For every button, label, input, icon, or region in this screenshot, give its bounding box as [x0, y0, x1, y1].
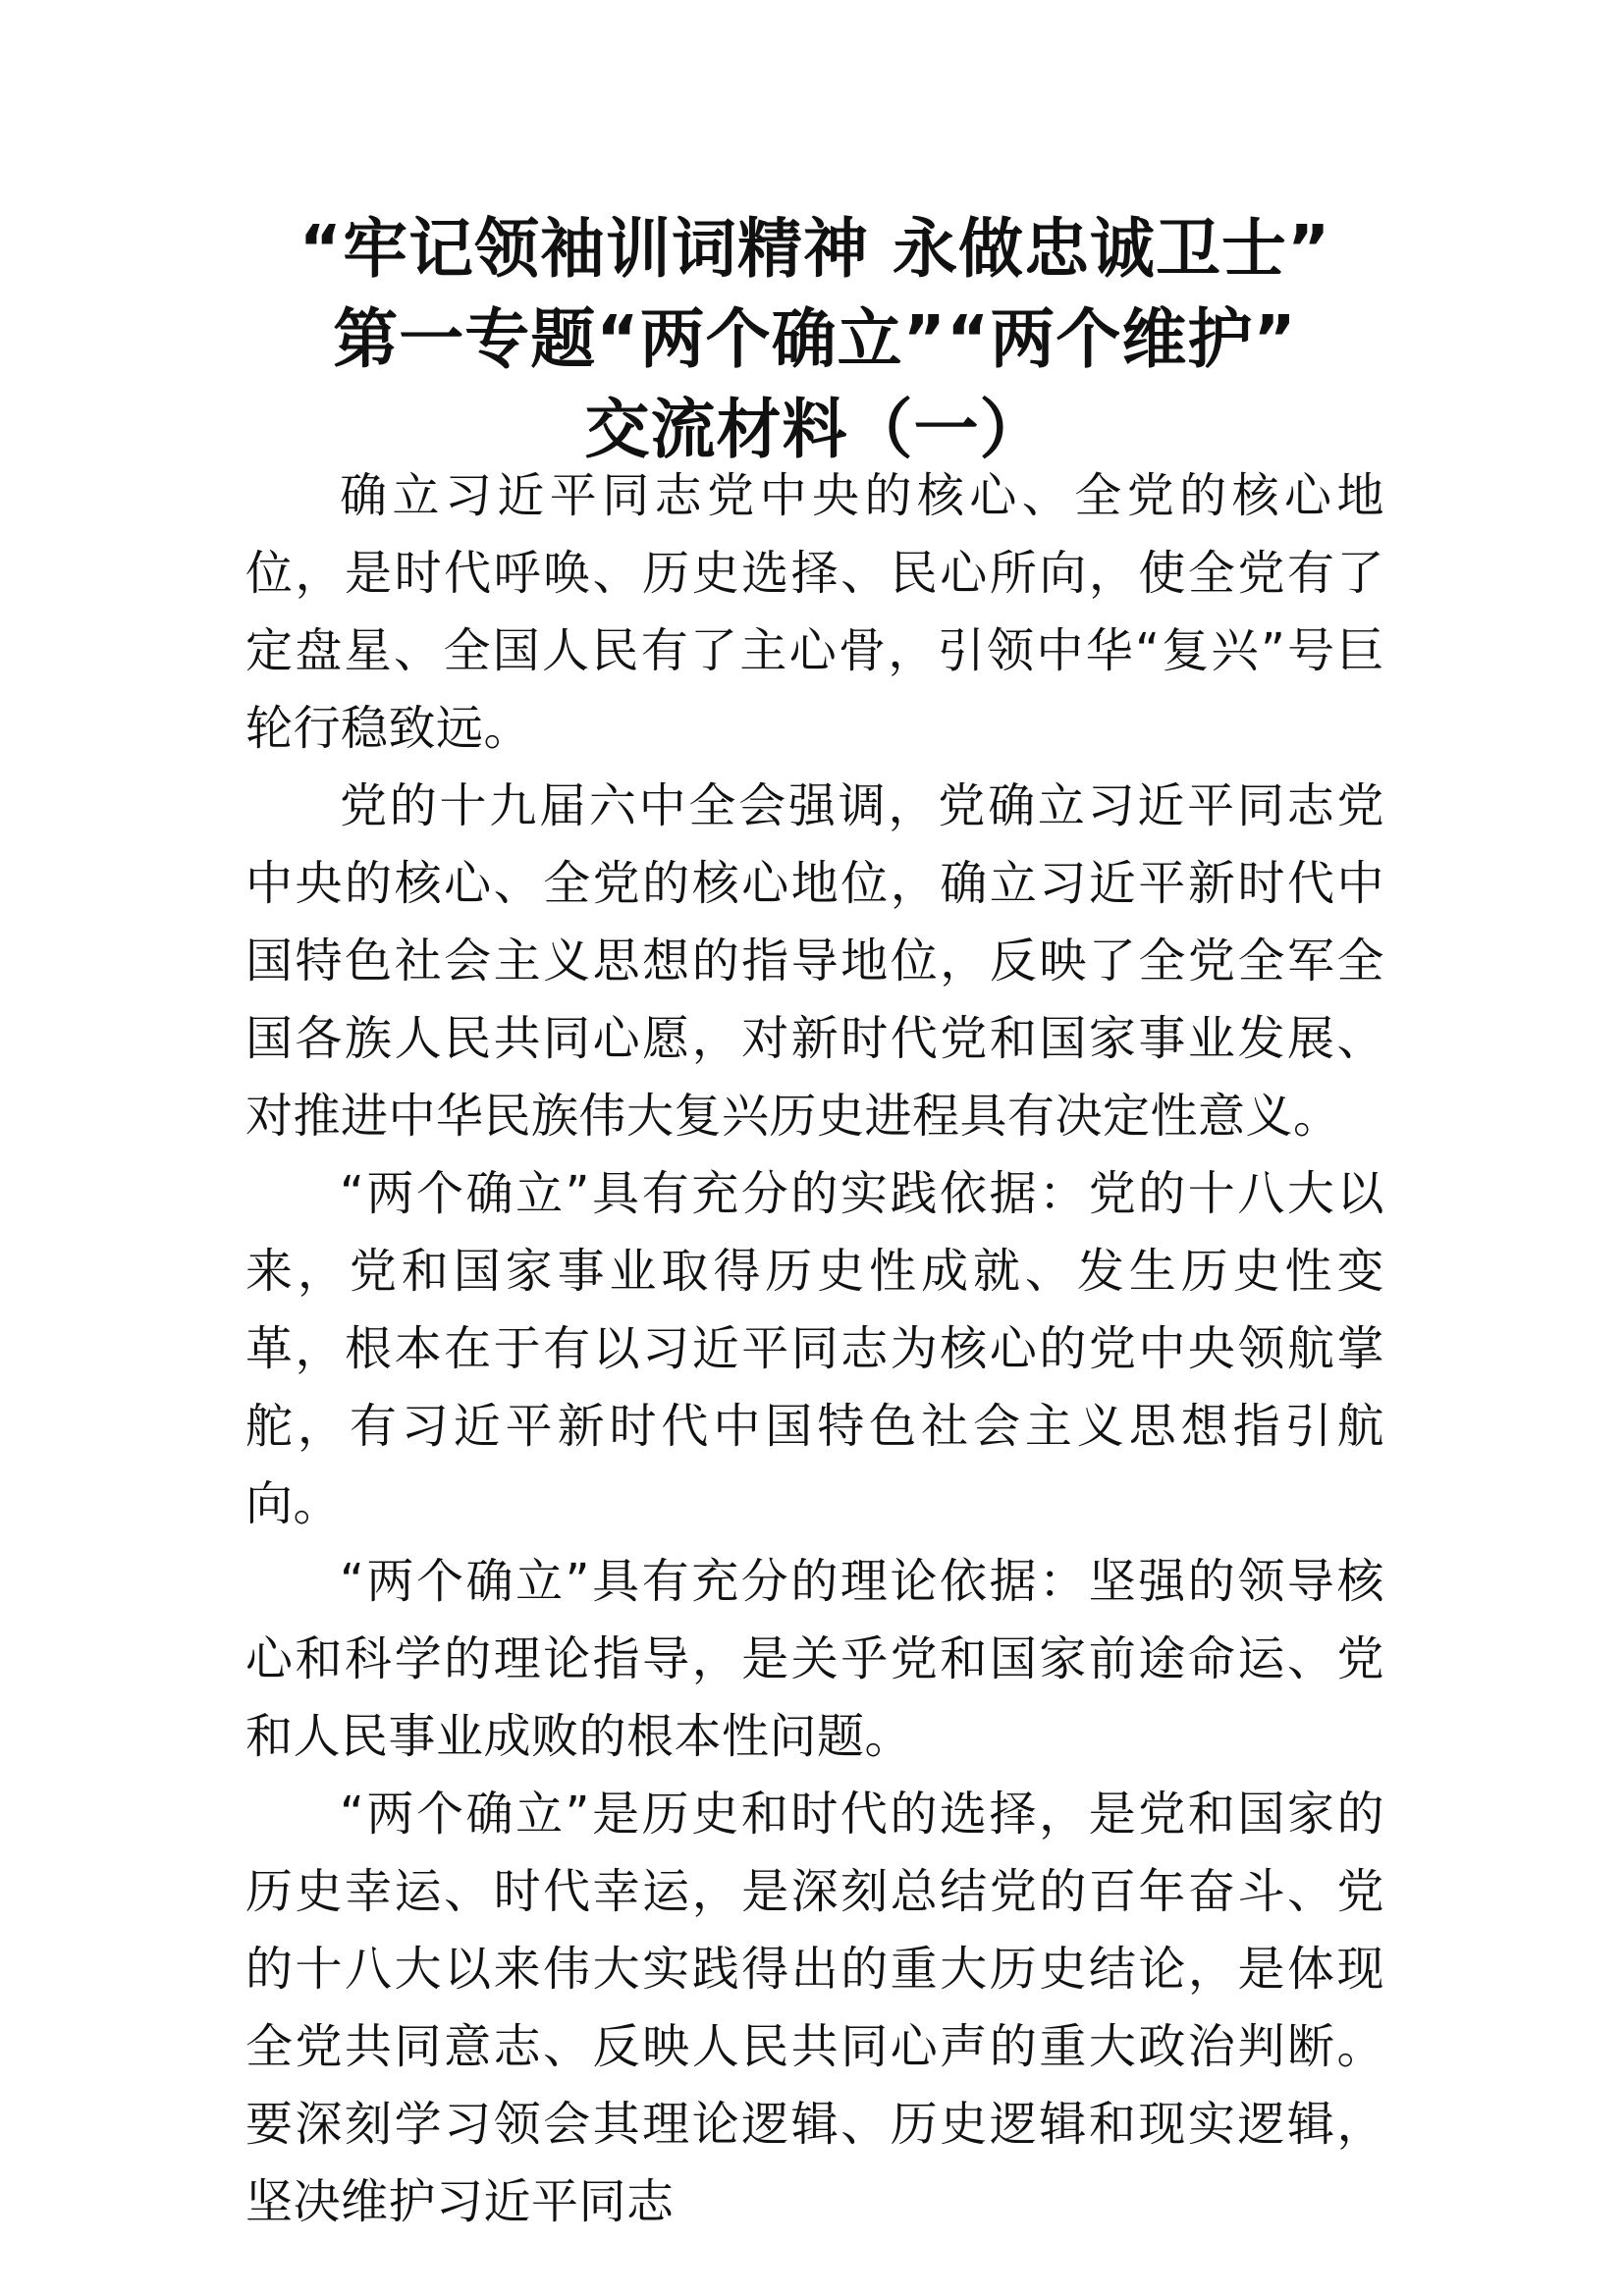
- title-line-2: 第一专题“两个确立”“两个维护”: [333, 301, 1297, 377]
- paragraph-3: “两个确立”具有充分的实践依据：党的十八大以来，党和国家事业取得历史性成就、发生历史性变革，根本在于有以习近平同志为核心的党中央领航掌舵，有习近平新时代中国特色社会主义思想指引航向。: [245, 1166, 1384, 1531]
- title-line-1: “牢记领袖训词精神 永做忠诚卫士”: [298, 211, 1331, 287]
- document-body: [245, 457, 1384, 2241]
- paragraph-4: “两个确立”具有充分的理论依据：坚强的领导核心和科学的理论指导，是关乎党和国家前途命运、党和人民事业成败的根本性问题。: [245, 1554, 1384, 1764]
- paragraph-2: 党的十九届六中全会强调，党确立习近平同志党中央的核心、全党的核心地位，确立习近平新时代中国特色社会主义思想的指导地位，反映了全党全军全国各族人民共同心愿，对新时代党和国家事业发展、对推进中华民族伟大复兴历史进程具有决定性意义。: [245, 778, 1384, 1144]
- title-line-3: 交流材料（一）: [584, 392, 1046, 467]
- paragraph-1: 确立习近平同志党中央的核心、全党的核心地位，是时代呼唤、历史选择、民心所向，使全党有了定盘星、全国人民有了主心骨，引领中华“复兴”号巨轮行稳致远。: [245, 468, 1384, 756]
- document-title: [245, 204, 1384, 475]
- paragraph-5: “两个确立”是历史和时代的选择，是党和国家的历史幸运、时代幸运，是深刻总结党的百年奋斗、党的十八大以来伟大实践得出的重大历史结论，是体现全党共同意志、反映人民共同心声的重大政治判断。要深刻学习领会其理论逻辑、历史逻辑和现实逻辑，坚决维护习近平同志: [245, 1787, 1384, 2229]
